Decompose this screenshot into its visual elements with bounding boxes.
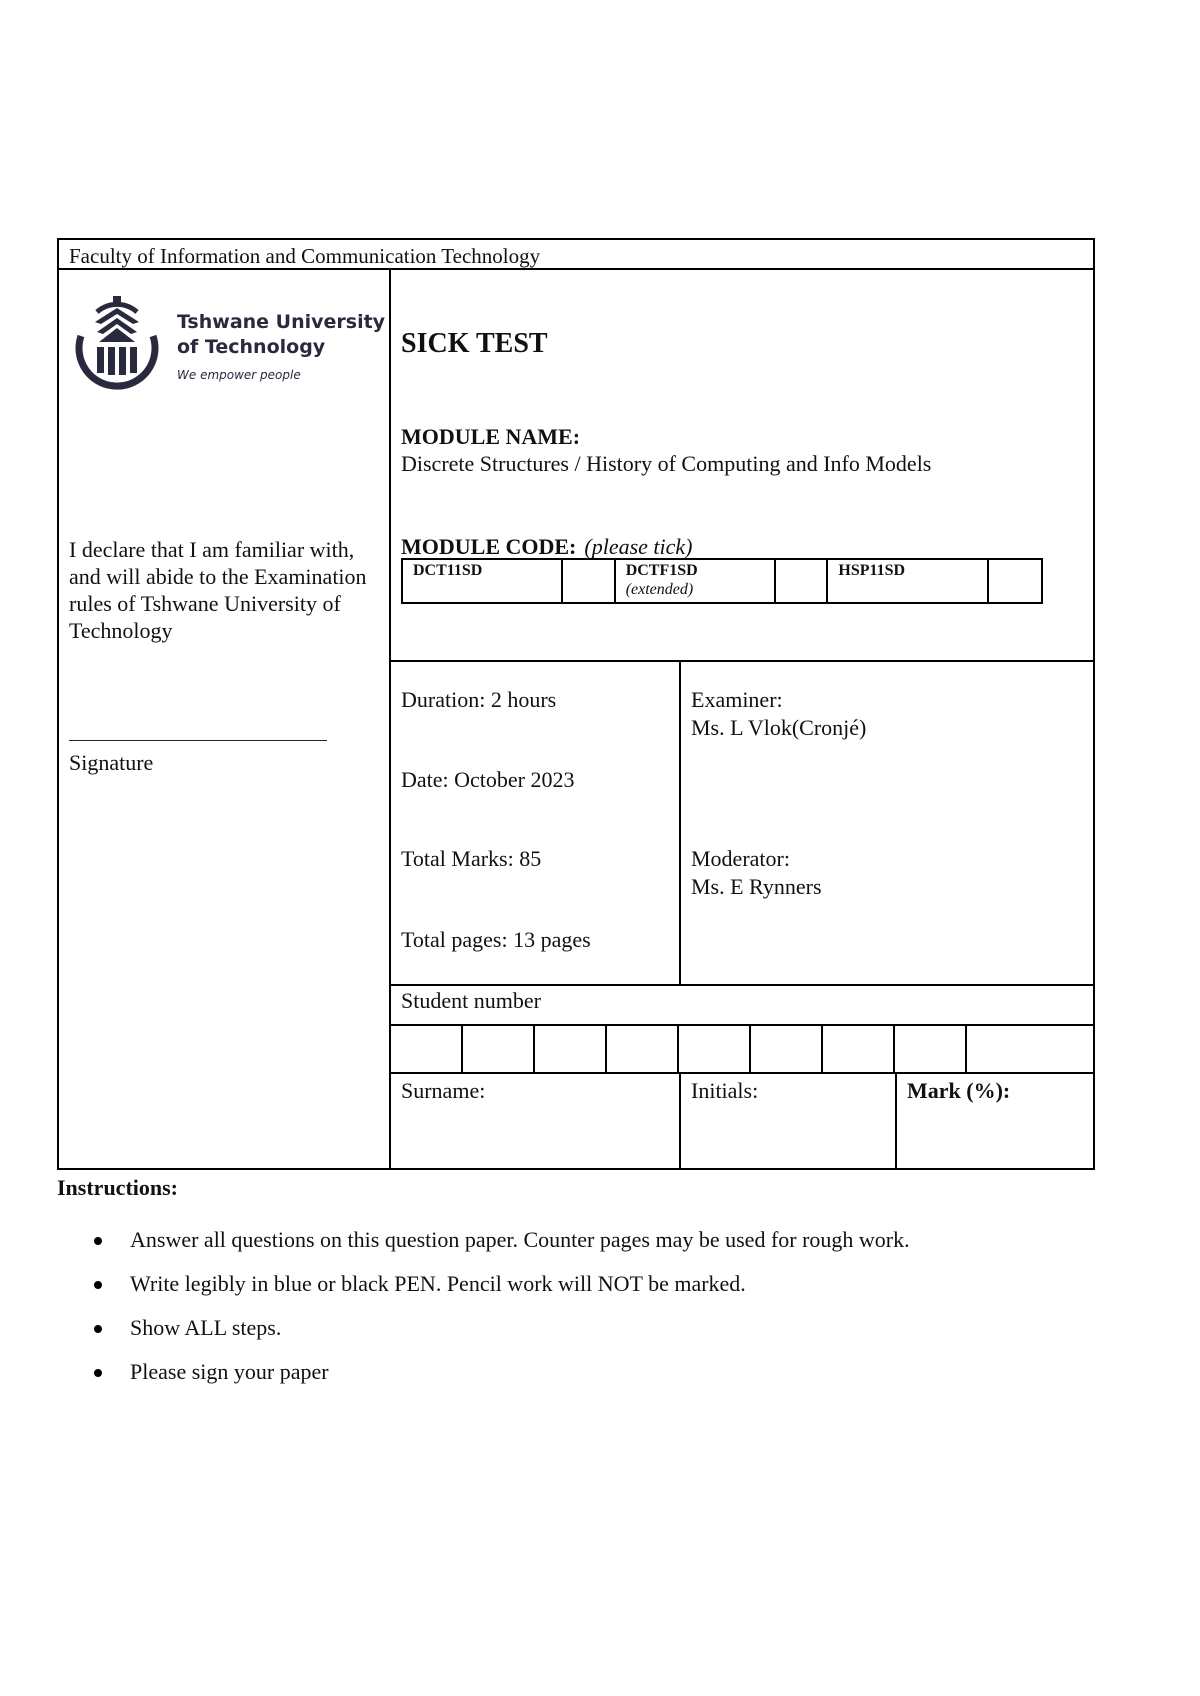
total-pages: Total pages: 13 pages (401, 927, 591, 952)
module-code-dctf1sd: DCTF1SD (extended) (616, 560, 776, 602)
student-number-digit[interactable] (607, 1026, 679, 1072)
exam-details-left (391, 662, 681, 984)
initials-label: Initials: (691, 1078, 759, 1103)
instruction-item: Show ALL steps. (92, 1314, 910, 1358)
student-number-digit[interactable] (823, 1026, 895, 1072)
mark-label: Mark (%): (907, 1078, 1011, 1103)
student-number-digit[interactable] (679, 1026, 751, 1072)
module-code-dct11sd: DCT11SD (403, 560, 563, 602)
student-number-digit[interactable] (463, 1026, 535, 1072)
module-code-label: MODULE CODE: (please tick) (401, 534, 693, 559)
module-name-value: Discrete Structures / History of Computing and Info Models (401, 451, 932, 476)
left-column (59, 270, 391, 1168)
tut-emblem-icon (67, 292, 167, 392)
bullet-icon (94, 1369, 102, 1377)
student-number-digit[interactable] (895, 1026, 967, 1072)
bullet-icon (94, 1325, 102, 1333)
bullet-icon (94, 1281, 102, 1289)
examiner-label: Examiner: (691, 687, 783, 712)
instructions-title: Instructions: (57, 1175, 179, 1200)
student-number-label: Student number (391, 986, 1093, 1026)
examiner-name: Ms. L Vlok(Cronjé) (691, 715, 867, 740)
duration: Duration: 2 hours (401, 687, 557, 712)
faculty-header: Faculty of Information and Communication Technology (59, 240, 1093, 270)
module-code-hint: (please tick) (584, 534, 693, 559)
module-code-table (401, 558, 1043, 604)
student-number-boxes (391, 1026, 1093, 1074)
surname-label: Surname: (401, 1078, 486, 1103)
test-title: SICK TEST (401, 328, 548, 359)
student-details-row (391, 1074, 1093, 1168)
surname-field[interactable] (391, 1074, 681, 1168)
declaration-text: I declare that I am familiar with, and will abide to the Examination rules of Tshwane University of Technology (69, 537, 367, 643)
exam-date: Date: October 2023 (401, 767, 575, 792)
tick-box-dct11sd[interactable] (563, 560, 615, 602)
student-number-digit[interactable] (535, 1026, 607, 1072)
mark-field (897, 1074, 1093, 1168)
tick-box-dctf1sd[interactable] (776, 560, 828, 602)
instruction-item: Answer all questions on this question paper. Counter pages may be used for rough work. (92, 1226, 910, 1270)
student-number-digit[interactable] (391, 1026, 463, 1072)
university-tagline: We empower people (177, 368, 301, 382)
module-name-label: MODULE NAME: (401, 424, 581, 449)
initials-field[interactable] (681, 1074, 897, 1168)
signature-label: Signature (69, 750, 154, 775)
instruction-item: Write legibly in blue or black PEN. Pencil work will NOT be marked. (92, 1270, 910, 1314)
university-name: Tshwane University of Technology (177, 311, 386, 358)
module-code-hsp11sd: HSP11SD (828, 560, 988, 602)
module-info-section (391, 270, 1093, 662)
moderator-name: Ms. E Rynners (691, 874, 822, 899)
bullet-icon (94, 1237, 102, 1245)
student-number-digit[interactable] (751, 1026, 823, 1072)
exam-details (391, 662, 1093, 986)
student-number-digit[interactable] (967, 1026, 1093, 1072)
moderator-label: Moderator: (691, 846, 790, 871)
tick-box-hsp11sd[interactable] (989, 560, 1041, 602)
instructions-list (92, 1226, 910, 1402)
exam-cover-table (57, 238, 1095, 1170)
instruction-item: Please sign your paper (92, 1358, 910, 1402)
signature-line[interactable] (69, 740, 327, 741)
total-marks: Total Marks: 85 (401, 846, 542, 871)
